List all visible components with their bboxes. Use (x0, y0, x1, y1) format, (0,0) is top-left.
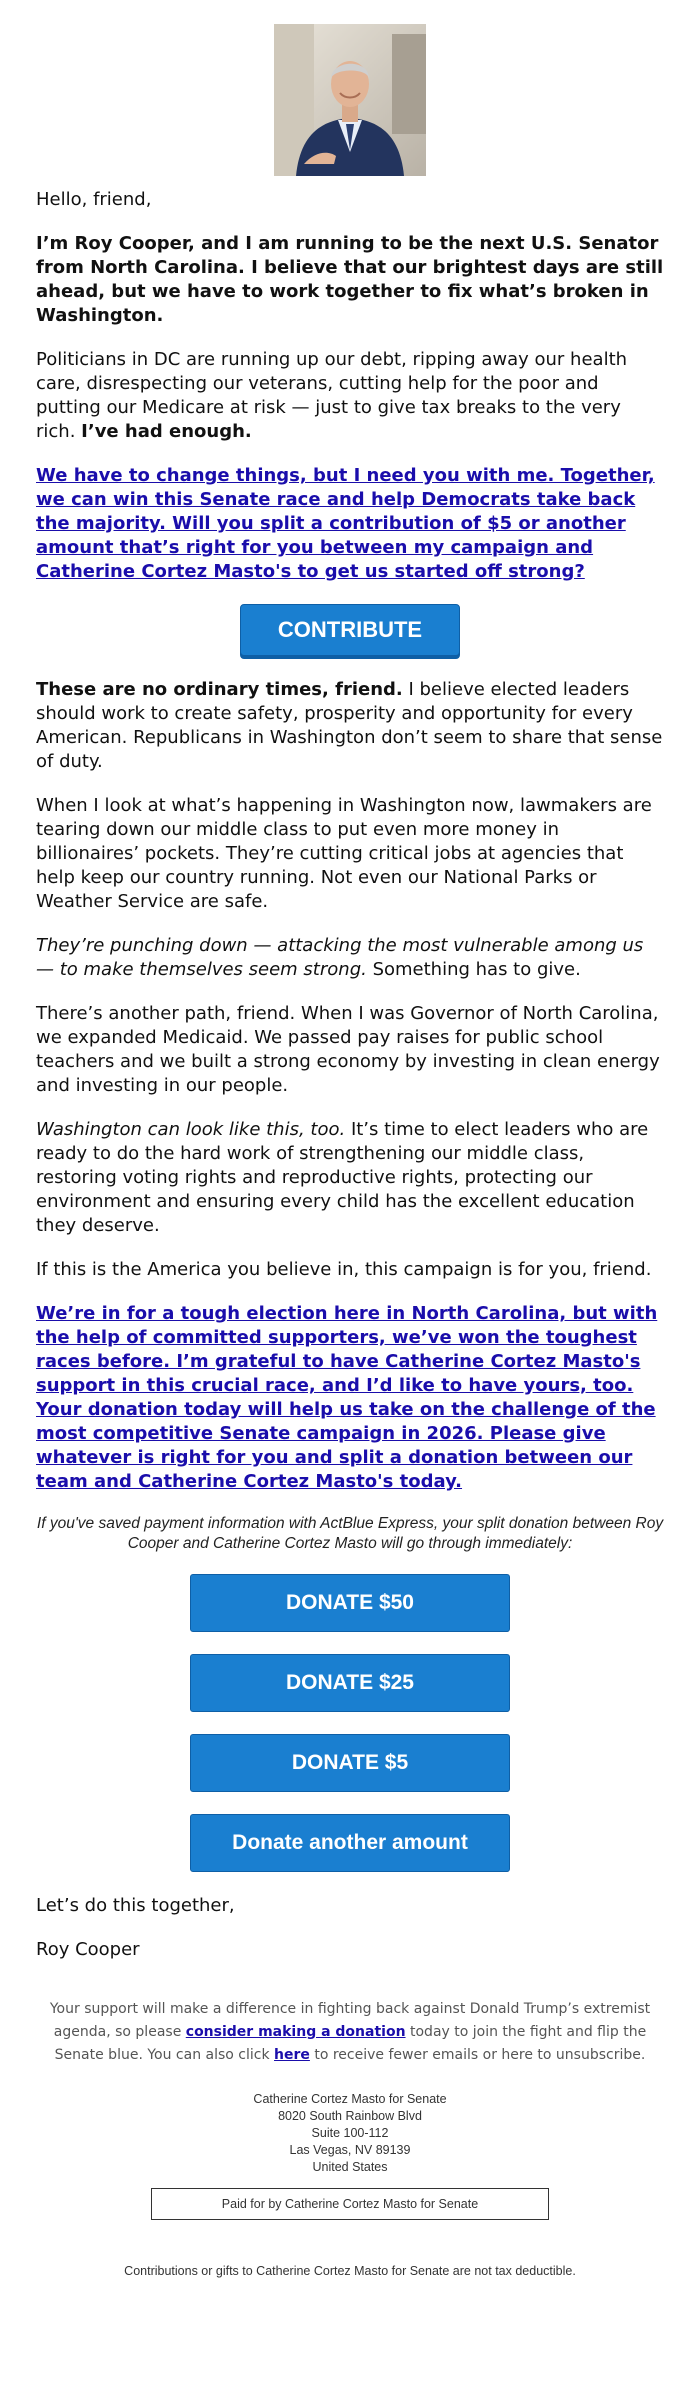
email-body (0, 24, 700, 2278)
appeal-paragraph-2 (36, 1302, 664, 1494)
paragraph-america: If this is the America you believe in, this campaign is for you, friend. (36, 1259, 652, 1280)
paragraph-punching-down (36, 934, 664, 982)
paragraph-ordinary-times-emphasis: These are no ordinary times, friend. (36, 679, 403, 700)
paragraph-look-like-this (36, 1118, 664, 1238)
paragraph-washington: When I look at what’s happening in Washington now, lawmakers are tearing down our middle class to put even more money in billionaires’ pockets. They’re cutting critical jobs at agencies that help keep our country running. Not even our National Parks or Weather Service are safe. (36, 795, 652, 912)
address-line: Catherine Cortez Masto for Senate (253, 2092, 447, 2106)
paragraph-politicians-emphasis: I’ve had enough. (81, 421, 252, 442)
appeal-link-1[interactable]: We have to change things, but I need you with me. Together, we can win this Senate race and help Democrats take back the majority. Will you split a contribution of $5 or another amount that’s right for you between my campaign and Catherine Cortez Masto's to get us started off strong? (36, 465, 655, 582)
donate-other-amount-button[interactable]: Donate another amount (190, 1814, 510, 1872)
paragraph-punching-down-italic: They’re punching down — attacking the most vulnerable among us — to make themselves seem strong. (36, 935, 644, 980)
contribute-button[interactable]: CONTRIBUTE (240, 604, 460, 656)
paragraph-politicians (36, 348, 664, 444)
address-line: Las Vegas, NV 89139 (289, 2143, 411, 2157)
paragraph-another-path: There’s another path, friend. When I was Governor of North Carolina, we expanded Medicaid. We passed pay raises for public school teachers and we built a strong economy by investing in clean energy and investing in our people. (36, 1003, 660, 1096)
address-line: 8020 South Rainbow Blvd (278, 2109, 422, 2123)
appeal-paragraph-1 (36, 464, 664, 584)
footer-text (46, 1998, 654, 2067)
paragraph-ordinary-times (36, 678, 664, 774)
donate-25-button[interactable]: DONATE $25 (190, 1654, 510, 1712)
tax-disclaimer: Contributions or gifts to Catherine Cortez Masto for Senate are not tax deductible. (124, 2264, 576, 2278)
greeting: Hello, friend, (36, 189, 152, 210)
closing-line: Let’s do this together, (36, 1895, 235, 1916)
paragraph-look-like-this-text: It’s time to elect leaders who are ready to do the hard work of strengthening our middle class, restoring voting rights and reproductive rights, protecting our environment and ensuring every child has the excellent education they deserve. (36, 1119, 649, 1236)
paragraph-ordinary-times-text: I believe elected leaders should work to create safety, prosperity and opportunity for every American. Republicans in Washington don’t seem to share that sense of duty. (36, 679, 663, 772)
paragraph-politicians-text: Politicians in DC are running up our debt, ripping away our health care, disrespecting our veterans, cutting help for the poor and putting our Medicare at risk — just to give tax breaks to the very rich. (36, 349, 628, 442)
donate-5-button[interactable]: DONATE $5 (190, 1734, 510, 1792)
signature: Roy Cooper (36, 1939, 140, 1960)
footer-fewer-emails-link[interactable]: here (274, 2047, 310, 2063)
donate-50-button[interactable]: DONATE $50 (190, 1574, 510, 1632)
paragraph-look-like-this-italic: Washington can look like this, too. (36, 1119, 346, 1140)
footer-text-3: to receive fewer emails or here to unsubscribe. (309, 2047, 646, 2063)
address-line: Suite 100-112 (311, 2126, 389, 2140)
address-line: United States (312, 2160, 388, 2174)
candidate-photo (274, 24, 426, 176)
contribute-row (36, 604, 664, 678)
mailing-address (36, 2091, 664, 2176)
intro-paragraph: I’m Roy Cooper, and I am running to be the next U.S. Senator from North Carolina. I believe that our brightest days are still ahead, but we have to work together to fix what’s broken in Washington. (36, 233, 664, 326)
appeal-link-2[interactable]: We’re in for a tough election here in North Carolina, but with the help of committed supporters, we’ve won the toughest races before. I’m grateful to have Catherine Cortez Masto's support in this crucial race, and I’d like to have yours, too. Your donation today will help us take on the challenge of the most competitive Senate campaign in 2026. Please give whatever is right for you and split a donation between our team and Catherine Cortez Masto's today. (36, 1303, 658, 1492)
footer-donation-link[interactable]: consider making a donation (185, 2024, 406, 2040)
actblue-express-note: If you've saved payment information with ActBlue Express, your split donation between Roy Cooper and Catherine Cortez Masto will go through immediately: (36, 1515, 664, 1552)
footer-text-1: Your support will make a difference in fighting back against Donald Trump’s extremist agenda, so please (49, 2001, 651, 2040)
paid-for-by-box: Paid for by Catherine Cortez Masto for Senate (151, 2188, 549, 2220)
paragraph-punching-down-text: Something has to give. (366, 959, 581, 980)
candidate-portrait-image (274, 24, 426, 176)
footer-text-2: today to join the fight and flip the Senate blue. You can also click (54, 2024, 647, 2063)
